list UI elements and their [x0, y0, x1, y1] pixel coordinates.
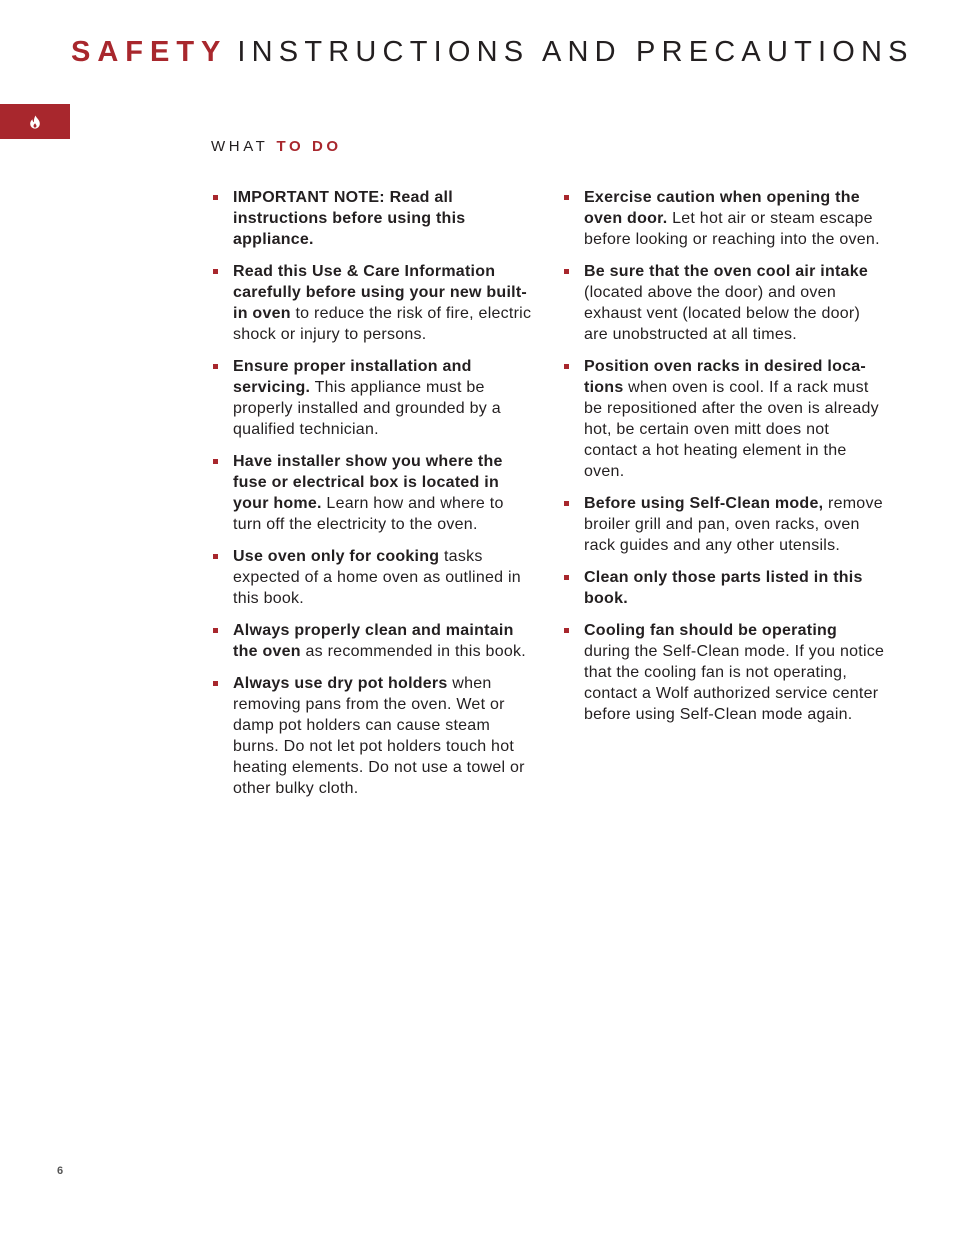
bullet-marker — [213, 628, 218, 633]
item-emphasis: Cooling fan should be operating — [584, 622, 838, 639]
item-emphasis: Position oven racks in desired loca-tions — [584, 358, 866, 396]
item-emphasis: Always properly clean and maintain the oven — [233, 622, 514, 660]
item-text: to reduce the risk of fire, electric shock or injury to persons. — [233, 305, 532, 343]
item-text: remove broiler grill and pan, oven racks, oven rack guides and any other utensils. — [584, 495, 883, 554]
bullet-marker — [564, 195, 569, 200]
right-column-list — [562, 187, 887, 736]
item-emphasis: Be sure that the oven cool air intake — [584, 263, 868, 280]
item-emphasis: Have installer show you where the fuse or electrical box is located in your home. — [233, 453, 503, 512]
left-column-list — [211, 187, 536, 810]
subheading-lead: WHAT — [211, 138, 269, 155]
page-title — [71, 36, 914, 69]
bullet-marker — [213, 364, 218, 369]
bullet-marker — [213, 459, 218, 464]
item-text: when removing pans from the oven. Wet or damp pot holders can cause steam burns. Do not let pot holders touch hot heating elements. Do not use a towel or other bulky cloth. — [233, 675, 525, 797]
bullet-marker — [564, 364, 569, 369]
item-text: Let hot air or steam escape before looking or reaching into the oven. — [584, 210, 880, 248]
title-rest: INSTRUCTIONS AND PRECAUTIONS — [237, 36, 914, 68]
item-text: as recommended in this book. — [300, 643, 526, 660]
item-emphasis: Read this Use & Care Information carefully before using your new built-in oven — [233, 263, 527, 322]
item-emphasis: Clean only those parts listed in this book. — [584, 569, 863, 607]
list-item — [562, 261, 887, 345]
item-emphasis: IMPORTANT NOTE: Read all instructions before using this appliance. — [233, 189, 466, 248]
list-item — [211, 261, 536, 345]
bullet-marker — [213, 195, 218, 200]
bullet-marker — [564, 628, 569, 633]
list-item — [562, 187, 887, 250]
item-text: (located above the door) and oven exhaust vent (located below the door) are unobstructed at all times. — [584, 284, 861, 343]
list-item — [211, 546, 536, 609]
list-item — [211, 620, 536, 662]
bullet-marker — [564, 269, 569, 274]
bullet-marker — [564, 501, 569, 506]
item-text: during the Self-Clean mode. If you notice that the cooling fan is not operating, contact a Wolf authorized service center before using Self-Clean mode again. — [584, 643, 885, 723]
bullet-marker — [213, 554, 218, 559]
list-item — [562, 356, 887, 482]
item-emphasis: Exercise caution when opening the oven door. — [584, 189, 860, 227]
item-emphasis: Ensure proper installation and servicing. — [233, 358, 472, 396]
item-text: tasks expected of a home oven as outlined in this book. — [233, 548, 521, 607]
list-item — [211, 356, 536, 440]
section-tab — [0, 104, 70, 139]
item-emphasis: Use oven only for cooking — [233, 548, 440, 565]
bullet-marker — [213, 681, 218, 686]
page-number: 6 — [57, 1165, 64, 1177]
item-text: This appliance must be properly installed and grounded by a qualified technician. — [233, 379, 501, 438]
item-text: Learn how and where to turn off the electricity to the oven. — [233, 495, 504, 533]
list-item — [211, 673, 536, 799]
subheading-accent: TO DO — [276, 138, 342, 155]
list-item — [211, 451, 536, 535]
item-emphasis: Always use dry pot holders — [233, 675, 448, 692]
list-item — [562, 493, 887, 556]
bullet-marker — [213, 269, 218, 274]
bullet-marker — [564, 575, 569, 580]
list-item — [562, 620, 887, 725]
list-item — [211, 187, 536, 250]
title-accent: SAFETY — [71, 36, 228, 68]
section-subheading — [211, 138, 342, 155]
list-item — [562, 567, 887, 609]
item-text: when oven is cool. If a rack must be repositioned after the oven is already hot, be certain oven mitt does not contact a hot heating element in the oven. — [584, 379, 879, 480]
item-emphasis: Before using Self-Clean mode, — [584, 495, 824, 512]
flame-icon — [29, 115, 41, 129]
